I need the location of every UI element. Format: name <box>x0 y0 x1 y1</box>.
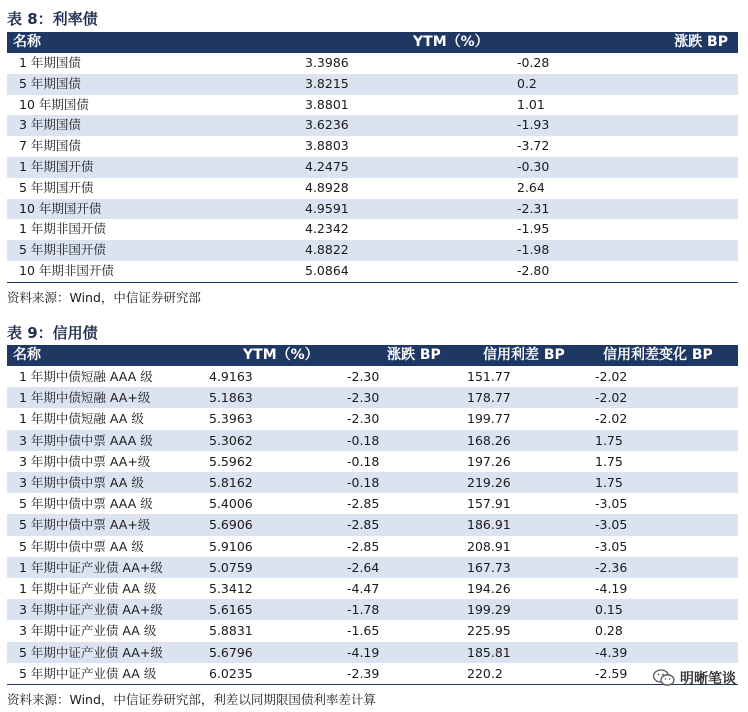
table9-cell-change: -2.30 <box>347 369 380 384</box>
table9-cell-ytm: 5.3412 <box>209 581 253 596</box>
table8-cell-change: 2.64 <box>517 179 545 195</box>
table9-cell-spread-change: 1.75 <box>595 432 623 448</box>
table9-cell-name: 1 年期中债短融 AA 级 <box>19 411 144 427</box>
table8-title: 表 8：利率债 <box>7 10 98 28</box>
table9-row <box>7 536 738 557</box>
table8-cell-change: -0.28 <box>517 55 550 70</box>
table9-bottom-rule <box>7 684 738 685</box>
table9-cell-spread: 185.81 <box>467 644 511 660</box>
table9-cell-spread-change: 0.15 <box>595 602 623 618</box>
table9-cell-spread-change: -3.05 <box>595 538 628 554</box>
table8-cell-ytm: 3.8801 <box>305 96 349 112</box>
table8-cell-name: 10 年期非国开债 <box>19 263 114 278</box>
table9-title: 表 9：信用债 <box>7 324 98 342</box>
table8-cell-ytm: 3.8803 <box>305 138 349 154</box>
table9-cell-name: 3 年期中证产业债 AA 级 <box>19 623 157 639</box>
table9-cell-spread-change: -2.02 <box>595 369 628 384</box>
table9-header-spread: 信用利差 BP <box>483 347 565 363</box>
table9-cell-spread: 208.91 <box>467 538 511 554</box>
table8-cell-ytm: 3.3986 <box>305 55 349 70</box>
table8-cell-ytm: 3.8215 <box>305 75 349 91</box>
table9-cell-ytm: 5.8162 <box>209 475 253 490</box>
table8-bottom-rule <box>7 282 738 283</box>
table9-cell-ytm: 5.1863 <box>209 390 253 406</box>
table9-cell-name: 5 年期中证产业债 AA+级 <box>19 644 163 660</box>
table9-cell-change: -2.64 <box>347 559 380 575</box>
table9-row <box>7 578 738 599</box>
table9-row <box>7 387 738 408</box>
table8-cell-name: 10 年期国债 <box>19 96 89 112</box>
table9-cell-ytm: 4.9163 <box>209 369 253 384</box>
table9-cell-change: -0.18 <box>347 432 380 448</box>
table9-cell-name: 3 年期中债中票 AA+级 <box>19 453 151 469</box>
table9-cell-spread-change: -3.05 <box>595 496 628 512</box>
table8-row <box>7 219 738 240</box>
table9-header-name: 名称 <box>13 347 41 363</box>
table9-cell-spread-change: -3.05 <box>595 517 628 533</box>
table9-row <box>7 430 738 451</box>
table8-row <box>7 136 738 157</box>
table9-cell-spread-change: -2.02 <box>595 411 628 427</box>
table8-row <box>7 53 738 74</box>
table9-cell-spread: 225.95 <box>467 623 511 639</box>
table9-row <box>7 472 738 493</box>
table9-cell-change: -2.85 <box>347 496 380 512</box>
table8-cell-ytm: 4.8822 <box>305 242 349 258</box>
table8-source: 资料来源：Wind，中信证券研究部 <box>7 290 201 305</box>
table8-cell-name: 10 年期国开债 <box>19 200 102 216</box>
table9-header <box>7 345 738 366</box>
table9-cell-ytm: 5.6796 <box>209 644 253 660</box>
table9-cell-change: -1.65 <box>347 623 380 639</box>
wechat-icon <box>653 669 675 687</box>
table9-cell-name: 3 年期中证产业债 AA+级 <box>19 602 163 618</box>
table9-cell-spread: 151.77 <box>467 369 511 384</box>
table9-cell-name: 1 年期中债短融 AAA 级 <box>19 369 153 384</box>
table9-cell-spread: 194.26 <box>467 581 511 596</box>
table8-cell-name: 3 年期国债 <box>19 117 81 133</box>
table9-cell-spread-change: -2.59 <box>595 665 628 681</box>
table9-cell-spread: 167.73 <box>467 559 511 575</box>
table9-cell-name: 1 年期中证产业债 AA 级 <box>19 581 157 596</box>
table9-cell-spread: 219.26 <box>467 475 511 490</box>
table8-cell-name: 1 年期国债 <box>19 55 81 70</box>
table9-cell-change: -2.30 <box>347 411 380 427</box>
table8-cell-change: -3.72 <box>517 138 550 154</box>
table9-row <box>7 599 738 620</box>
table9-cell-change: -1.78 <box>347 602 380 618</box>
table9-cell-ytm: 5.8831 <box>209 623 253 639</box>
table9-cell-name: 5 年期中债中票 AA+级 <box>19 517 151 533</box>
table9-cell-name: 3 年期中债中票 AA 级 <box>19 475 144 490</box>
table8-cell-change: -1.93 <box>517 117 550 133</box>
table8-row <box>7 157 738 178</box>
table9-cell-ytm: 6.0235 <box>209 665 253 681</box>
table8-cell-ytm: 4.9591 <box>305 200 349 216</box>
table9-cell-spread: 199.29 <box>467 602 511 618</box>
table9-cell-spread: 186.91 <box>467 517 511 533</box>
table8-cell-name: 5 年期国债 <box>19 75 81 91</box>
table8-cell-change: 1.01 <box>517 96 545 112</box>
table8-row <box>7 261 738 282</box>
table8-cell-change: -1.95 <box>517 221 550 237</box>
table9-cell-name: 3 年期中债中票 AAA 级 <box>19 432 153 448</box>
table9-cell-change: -2.30 <box>347 390 380 406</box>
table9-cell-name: 5 年期中债中票 AA 级 <box>19 538 144 554</box>
table9-cell-spread-change: 1.75 <box>595 453 623 469</box>
table9-cell-ytm: 5.6165 <box>209 602 253 618</box>
table8-cell-change: -1.98 <box>517 242 550 258</box>
table9-header-spread-change: 信用利差变化 BP <box>603 347 713 363</box>
table8-cell-ytm: 4.8928 <box>305 179 349 195</box>
table9-cell-spread-change: -2.02 <box>595 390 628 406</box>
table9-cell-name: 1 年期中证产业债 AA+级 <box>19 559 163 575</box>
table8-row <box>7 178 738 199</box>
table9-cell-spread: 178.77 <box>467 390 511 406</box>
table9-cell-ytm: 5.3963 <box>209 411 253 427</box>
table9-row <box>7 366 738 387</box>
table9-cell-spread: 157.91 <box>467 496 511 512</box>
table9-cell-spread: 220.2 <box>467 665 503 681</box>
table9-row <box>7 514 738 535</box>
table9-row <box>7 663 738 684</box>
table9-cell-change: -2.85 <box>347 517 380 533</box>
table9-cell-spread: 199.77 <box>467 411 511 427</box>
table8-row <box>7 95 738 116</box>
table8-cell-name: 1 年期国开债 <box>19 159 94 174</box>
table9-header-change: 涨跌 BP <box>387 347 441 363</box>
table9-cell-name: 5 年期中证产业债 AA 级 <box>19 665 157 681</box>
table9-header-ytm: YTM（%） <box>243 347 319 363</box>
table9-cell-spread-change: -4.19 <box>595 581 628 596</box>
table8-header <box>7 32 738 53</box>
table8-cell-change: -2.31 <box>517 200 550 216</box>
table9-cell-spread: 197.26 <box>467 453 511 469</box>
table8-row <box>7 199 738 220</box>
table8-cell-change: -2.80 <box>517 263 550 278</box>
table9-cell-ytm: 5.0759 <box>209 559 253 575</box>
table8-row <box>7 74 738 95</box>
table8-header-name: 名称 <box>13 34 41 50</box>
table9-source: 资料来源：Wind，中信证券研究部，利差以同期限国债利率差计算 <box>7 692 376 707</box>
table9-cell-spread: 168.26 <box>467 432 511 448</box>
table9-row <box>7 493 738 514</box>
watermark <box>653 666 736 690</box>
table9-cell-change: -4.19 <box>347 644 380 660</box>
table9-cell-name: 5 年期中债中票 AAA 级 <box>19 496 153 512</box>
table8-cell-name: 7 年期国债 <box>19 138 81 154</box>
table8-cell-ytm: 4.2342 <box>305 221 349 237</box>
table9-cell-change: -4.47 <box>347 581 380 596</box>
table9-cell-name: 1 年期中债短融 AA+级 <box>19 390 151 406</box>
table9-cell-ytm: 5.3062 <box>209 432 253 448</box>
table9-row <box>7 557 738 578</box>
table8-header-ytm: YTM（%） <box>413 34 489 50</box>
table9-row <box>7 642 738 663</box>
table8-cell-change: 0.2 <box>517 75 537 91</box>
table9-cell-ytm: 5.5962 <box>209 453 253 469</box>
table8-cell-ytm: 3.6236 <box>305 117 349 133</box>
table9-cell-change: -0.18 <box>347 475 380 490</box>
table8-row <box>7 240 738 261</box>
table9-cell-change: -2.39 <box>347 665 380 681</box>
table9-cell-ytm: 5.9106 <box>209 538 253 554</box>
table8-header-change: 涨跌 BP <box>674 34 728 50</box>
table8-cell-change: -0.30 <box>517 159 550 174</box>
table8-cell-ytm: 5.0864 <box>305 263 349 278</box>
table9-cell-ytm: 5.6906 <box>209 517 253 533</box>
table8-cell-name: 5 年期国开债 <box>19 179 94 195</box>
table8-cell-ytm: 4.2475 <box>305 159 349 174</box>
table9-row <box>7 408 738 429</box>
table8-row <box>7 115 738 136</box>
watermark-text: 明晰笔谈 <box>680 671 736 687</box>
table9-row <box>7 451 738 472</box>
table9-cell-change: -2.85 <box>347 538 380 554</box>
table8-cell-name: 1 年期非国开债 <box>19 221 106 237</box>
table9-cell-change: -0.18 <box>347 453 380 469</box>
table9-cell-spread-change: 1.75 <box>595 475 623 490</box>
table9-cell-spread-change: -4.39 <box>595 644 628 660</box>
table9-cell-spread-change: 0.28 <box>595 623 623 639</box>
table9-cell-spread-change: -2.36 <box>595 559 628 575</box>
table9-row <box>7 620 738 641</box>
table8-cell-name: 5 年期非国开债 <box>19 242 106 258</box>
table9-cell-ytm: 5.4006 <box>209 496 253 512</box>
